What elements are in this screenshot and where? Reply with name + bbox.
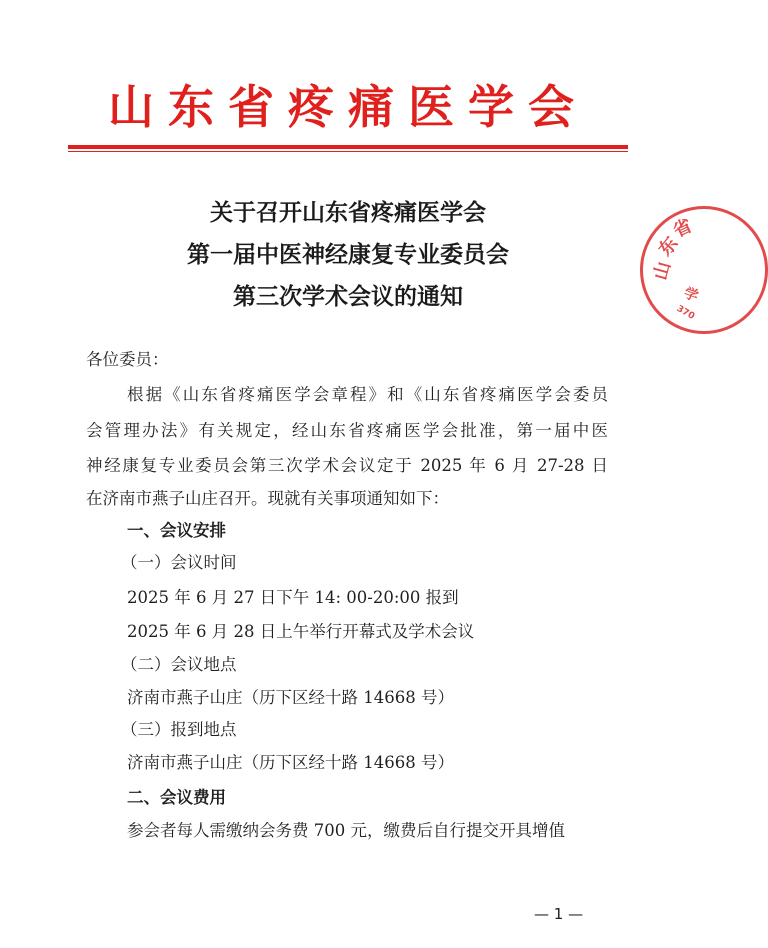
org-name-header: 山东省疼痛医学会 (108, 80, 588, 134)
header-rule-thick (68, 145, 628, 149)
notice-title-line-3: 第三次学术会议的通知 (233, 283, 463, 310)
paragraph-line: 在济南市燕子山庄召开。现就有关事项通知如下： (86, 489, 449, 508)
paragraph-line: 根据《山东省疼痛医学会章程》和《山东省疼痛医学会委员 (127, 385, 608, 404)
venue-address: 济南市燕子山庄（历下区经十路 14668 号） (127, 688, 454, 707)
section-heading-fees: 二、会议费用 (127, 788, 226, 807)
salutation: 各位委员： (86, 350, 169, 369)
paragraph-line: 会管理办法》有关规定，经山东省疼痛医学会批准，第一届中医 (86, 421, 608, 440)
seal-char: 学 (681, 285, 701, 305)
time-detail-opening: 2025 年 6 月 28 日上午举行开幕式及学术会议 (127, 622, 475, 641)
notice-title-line-2: 第一届中医神经康复专业委员会 (187, 241, 509, 268)
subheading-venue: （二）会议地点 (121, 655, 237, 674)
subheading-time: （一）会议时间 (121, 553, 237, 572)
subheading-checkin-place: （三）报到地点 (121, 720, 237, 739)
notice-title-line-1: 关于召开山东省疼痛医学会 (210, 199, 486, 226)
section-heading-arrangement: 一、会议安排 (127, 521, 226, 540)
seal-char: 省 (670, 215, 696, 242)
fee-text: 参会者每人需缴纳会务费 700 元，缴费后自行提交开具增值 (127, 821, 565, 840)
seal-char: 山 (650, 259, 675, 283)
paragraph-line: 神经康复专业委员会第三次学术会议定于 2025 年 6 月 27-28 日 (86, 456, 608, 475)
header-rule-thin (68, 151, 628, 152)
seal-char: 东 (654, 233, 683, 261)
time-detail-checkin: 2025 年 6 月 27 日下午 14: 00-20:00 报到 (127, 588, 459, 607)
checkin-address: 济南市燕子山庄（历下区经十路 14668 号） (127, 753, 454, 772)
page-number: — 1 — (534, 905, 584, 923)
seal-number: 370 (674, 303, 697, 323)
